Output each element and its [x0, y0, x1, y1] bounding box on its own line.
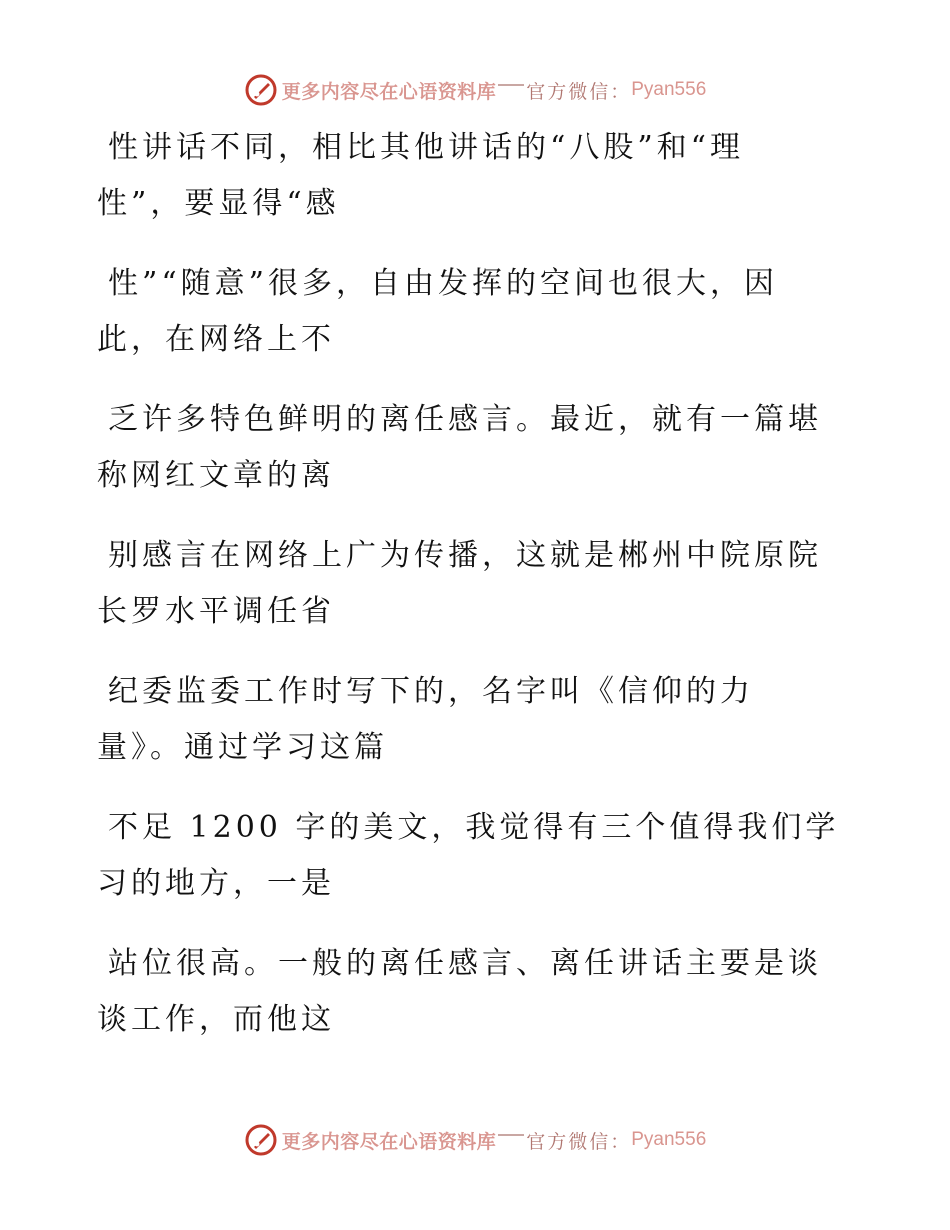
- paragraph-line: 性”，要显得“感: [97, 186, 340, 221]
- paragraph-line: 别感言在网络上广为传播，这就是郴州中院原院: [108, 538, 822, 573]
- paragraph: [97, 120, 837, 232]
- paragraph: [97, 392, 837, 504]
- paragraph-line: 此，在网络上不: [97, 322, 335, 357]
- paragraph-line: 习的地方，一是: [97, 866, 335, 901]
- watermark-sub-text: 官方微信：: [526, 80, 632, 103]
- watermark-dash: [498, 84, 524, 86]
- paragraph-line: 称网红文章的离: [97, 458, 335, 493]
- paragraph-line: 乏许多特色鲜明的离任感言。最近，就有一篇堪: [108, 402, 822, 437]
- watermark-main-text: 更多内容尽在心语资料库: [281, 1130, 497, 1153]
- paragraph-line: 长罗水平调任省: [97, 594, 335, 629]
- paragraph: [97, 528, 837, 640]
- paragraph: [97, 936, 837, 1048]
- watermark-sub-text: 官方微信：: [526, 1130, 632, 1153]
- paragraph: [97, 256, 837, 368]
- logo-icon: [244, 1123, 278, 1157]
- watermark-main-text: 更多内容尽在心语资料库: [281, 80, 497, 103]
- footer-watermark: [0, 1120, 950, 1160]
- logo-icon: [244, 73, 278, 107]
- paragraph-line: 不足 1200 字的美文，我觉得有三个值得我们学: [108, 810, 840, 845]
- document-body: [97, 120, 840, 1072]
- watermark-id-text: Pyan556: [631, 79, 707, 100]
- paragraph-line: 性讲话不同，相比其他讲话的“八股”和“理: [108, 130, 745, 165]
- header-watermark: [0, 70, 950, 110]
- paragraph-line: 性”“随意”很多，自由发挥的空间也很大，因: [108, 266, 779, 301]
- watermark-id-text: Pyan556: [631, 1129, 707, 1150]
- paragraph-line: 量》。通过学习这篇: [97, 730, 388, 765]
- paragraph-line: 纪委监委工作时写下的，名字叫《信仰的力: [108, 674, 754, 709]
- paragraph: [97, 664, 837, 776]
- paragraph-line: 站位很高。一般的离任感言、离任讲话主要是谈: [108, 946, 822, 981]
- paragraph: [97, 800, 840, 912]
- paragraph-line: 谈工作，而他这: [97, 1002, 335, 1037]
- watermark-dash: [498, 1134, 524, 1136]
